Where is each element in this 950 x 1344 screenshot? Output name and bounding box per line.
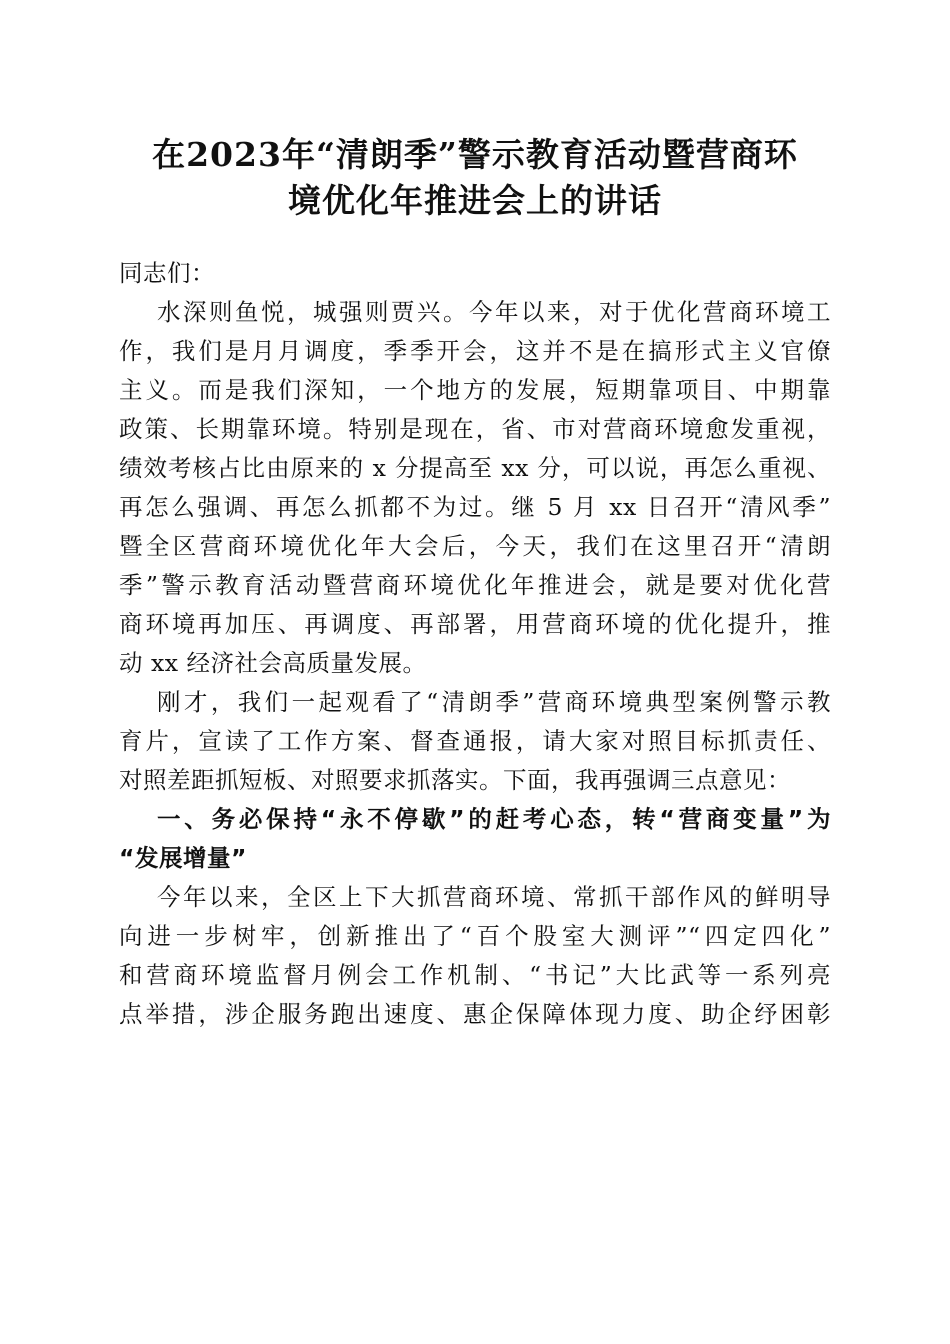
paragraph-line: 暨全区营商环境优化年大会后，今天，我们在这里召开“清朗	[119, 532, 831, 560]
heading-line: “发展增量”	[119, 844, 247, 872]
title-line-2: 境优化年推进会上的讲话	[288, 181, 662, 220]
paragraph-line: 商环境再加压、再调度、再部署，用营商环境的优化提升，推	[119, 610, 831, 638]
paragraph-line: 和营商环境监督月例会工作机制、“书记”大比武等一系列亮	[119, 961, 831, 989]
paragraph-line: 动 xx 经济社会高质量发展。	[119, 649, 427, 677]
paragraph-line: 再怎么强调、再怎么抓都不为过。继 5 月 xx 日召开“清风季”	[119, 493, 831, 521]
paragraph-line: 主义。而是我们深知，一个地方的发展，短期靠项目、中期靠	[119, 376, 831, 404]
paragraph-2	[119, 683, 831, 800]
paragraph-line: 育片，宣读了工作方案、督查通报，请大家对照目标抓责任、	[119, 727, 831, 755]
paragraph-line: 向进一步树牢，创新推出了“百个股室大测评”“四定四化”	[119, 922, 831, 950]
paragraph-line: 季”警示教育活动暨营商环境优化年推进会，就是要对优化营	[119, 571, 831, 599]
document-body	[119, 254, 831, 1034]
paragraph-line: 政策、长期靠环境。特别是现在，省、市对营商环境愈发重视，	[119, 415, 831, 443]
paragraph-line: 绩效考核占比由原来的 x 分提高至 xx 分，可以说，再怎么重视、	[119, 454, 831, 482]
paragraph-line: 水深则鱼悦，城强则贾兴。今年以来，对于优化营商环境工	[157, 298, 831, 326]
paragraph-line: 点举措，涉企服务跑出速度、惠企保障体现力度、助企纾困彰	[119, 1000, 831, 1028]
paragraph-line: 刚才，我们一起观看了“清朗季”营商环境典型案例警示教	[157, 688, 831, 716]
paragraph-line: 作，我们是月月调度，季季开会，这并不是在搞形式主义官僚	[119, 337, 831, 365]
paragraph-1	[119, 293, 831, 683]
document-title	[110, 132, 840, 224]
heading-line: 一、务必保持“永不停歇”的赶考心态，转“营商变量”为	[157, 805, 831, 833]
section-heading-1	[119, 800, 831, 878]
title-line-1: 在2023年“清朗季”警示教育活动暨营商环	[152, 135, 798, 174]
paragraph-3	[119, 878, 831, 1034]
paragraph-line: 对照差距抓短板、对照要求抓落实。下面，我再强调三点意见：	[119, 766, 791, 794]
paragraph-line: 今年以来，全区上下大抓营商环境、常抓干部作风的鲜明导	[157, 883, 831, 911]
greeting: 同志们：	[119, 259, 215, 287]
